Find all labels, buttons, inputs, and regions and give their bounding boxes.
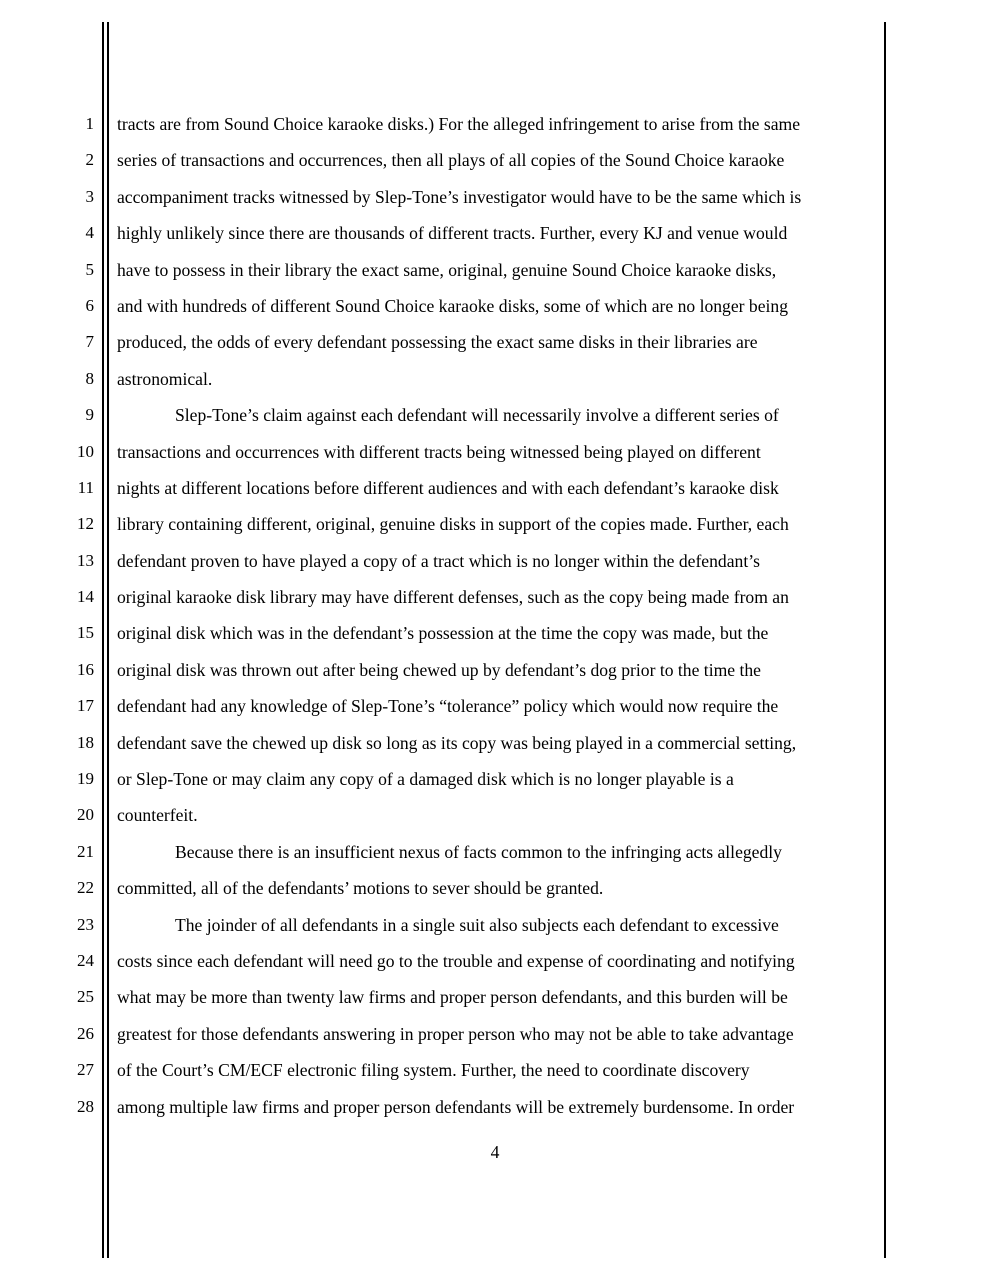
line-number: 10 <box>77 441 94 461</box>
line-number: 11 <box>77 477 94 497</box>
line-number: 24 <box>77 950 94 970</box>
text-line: library containing different, original, genuine disks in support of the copies made. Further, each <box>117 514 789 535</box>
text-line: of the Court’s CM/ECF electronic filing system. Further, the need to coordinate discovery <box>117 1060 750 1081</box>
text-line: what may be more than twenty law firms and proper person defendants, and this burden will be <box>117 987 788 1008</box>
text-line: defendant proven to have played a copy of a tract which is no longer within the defendant’s <box>117 550 760 571</box>
line-number: 28 <box>77 1096 94 1116</box>
text-line: transactions and occurrences with different tracts being witnessed being played on different <box>117 441 761 462</box>
line-number: 14 <box>77 587 94 607</box>
line-number: 2 <box>85 150 94 170</box>
line-number-column <box>60 106 94 1125</box>
left-margin-rule-outer <box>102 22 104 1258</box>
line-number: 25 <box>77 987 94 1007</box>
text-line: and with hundreds of different Sound Choice karaoke disks, some of which are no longer being <box>117 295 789 316</box>
line-number: 16 <box>77 659 94 679</box>
line-number: 6 <box>85 295 94 315</box>
text-line: committed, all of the defendants’ motions to sever should be granted. <box>117 878 604 899</box>
line-number: 4 <box>85 223 94 243</box>
line-number: 3 <box>85 186 94 206</box>
line-number: 20 <box>77 805 94 825</box>
line-number: 26 <box>77 1023 94 1043</box>
text-line: costs since each defendant will need go to the trouble and expense of coordinating and notifying <box>117 950 795 971</box>
text-line: or Slep-Tone or may claim any copy of a damaged disk which is no longer playable is a <box>117 769 734 790</box>
text-line-paragraph-start: Because there is an insufficient nexus of facts common to the infringing acts allegedly <box>175 841 782 862</box>
line-number: 15 <box>77 623 94 643</box>
text-line: nights at different locations before different audiences and with each defendant’s karaoke disk <box>117 477 779 498</box>
right-margin-rule <box>884 22 886 1258</box>
text-line: accompaniment tracks witnessed by Slep-Tone’s investigator would have to be the same which is <box>117 186 802 207</box>
left-margin-rule-inner <box>107 22 109 1258</box>
text-line: counterfeit. <box>117 805 198 826</box>
text-line: original disk was thrown out after being chewed up by defendant’s dog prior to the time the <box>117 659 761 680</box>
page-number: 4 <box>490 1142 500 1162</box>
text-line: tracts are from Sound Choice karaoke disks.) For the alleged infringement to arise from the same <box>117 114 801 134</box>
text-line: astronomical. <box>117 368 213 389</box>
line-number: 5 <box>85 259 94 279</box>
line-number: 12 <box>77 514 94 534</box>
line-number: 13 <box>77 550 94 570</box>
text-line: have to possess in their library the exact same, original, genuine Sound Choice karaoke disks, <box>117 259 777 280</box>
line-number: 18 <box>77 732 94 752</box>
line-number: 27 <box>77 1060 94 1080</box>
text-line: original disk which was in the defendant’s possession at the time the copy was made, but the <box>117 623 769 644</box>
pleading-body-text <box>117 106 877 1125</box>
line-number: 22 <box>77 878 94 898</box>
text-line: series of transactions and occurrences, then all plays of all copies of the Sound Choice karaoke <box>117 150 785 171</box>
text-line: defendant save the chewed up disk so long as its copy was being played in a commercial setting, <box>117 732 797 753</box>
text-line: defendant had any knowledge of Slep-Tone’s “tolerance” policy which would now require the <box>117 696 779 717</box>
text-line: original karaoke disk library may have different defenses, such as the copy being made from an <box>117 587 789 608</box>
text-line: produced, the odds of every defendant possessing the exact same disks in their libraries are <box>117 332 758 353</box>
line-number: 7 <box>85 332 94 352</box>
text-line: greatest for those defendants answering in proper person who may not be able to take advantage <box>117 1023 794 1044</box>
line-number: 8 <box>85 368 94 388</box>
line-number: 21 <box>77 841 94 861</box>
text-line-paragraph-start: The joinder of all defendants in a single suit also subjects each defendant to excessive <box>175 914 779 935</box>
text-line: among multiple law firms and proper person defendants will be extremely burdensome. In order <box>117 1096 795 1117</box>
text-line: highly unlikely since there are thousands of different tracts. Further, every KJ and venue would <box>117 223 788 244</box>
text-line-paragraph-start: Slep-Tone’s claim against each defendant will necessarily involve a different series of <box>175 405 779 426</box>
line-number: 23 <box>77 914 94 934</box>
line-number: 9 <box>85 405 94 425</box>
line-number: 1 <box>85 114 94 133</box>
line-number: 19 <box>77 769 94 789</box>
line-number: 17 <box>77 696 94 716</box>
